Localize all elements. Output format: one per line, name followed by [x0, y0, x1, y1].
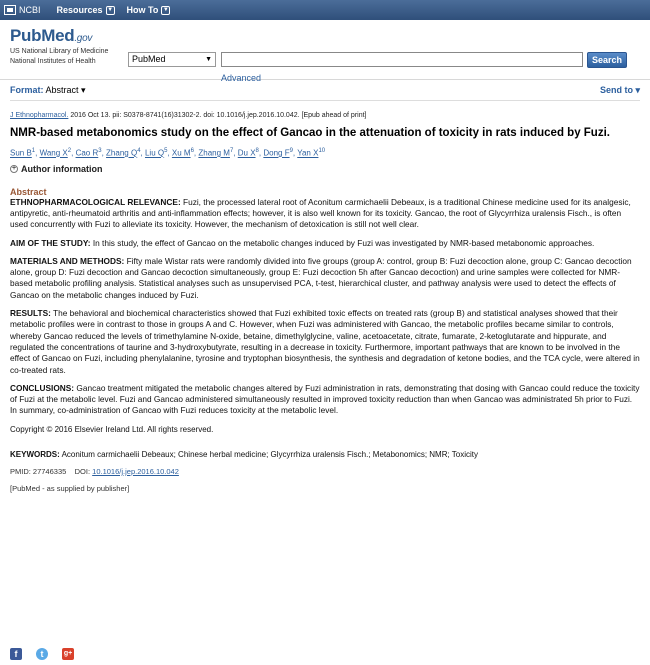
doi-link[interactable]: 10.1016/j.jep.2016.10.042 [92, 466, 179, 476]
author-affiliation-number[interactable]: 6 [190, 148, 194, 154]
author-affiliation-number[interactable]: 9 [289, 148, 293, 154]
author-link[interactable]: Yan X [297, 148, 319, 158]
section-text: Fuzi, the processed lateral root of Aconitum carmichaelii Debeaux, is a traditional Chinese medicine used for its analgesic, antipyretic, anti-rheumatoid arthritis and anti-inflammation effects; however, it is also well known for its toxicity. Gancao, the root of Glycyrrhiza uralensis Fisch., is often used concurrently with Fuzi to alleviate its toxicity. However, the mechanism of detoxication is still not well clear. [10, 196, 631, 230]
author-information-label: Author information [21, 163, 103, 174]
journal-link[interactable]: J Ethnopharmacol. [10, 112, 69, 119]
google-plus-icon[interactable]: g+ [62, 648, 74, 660]
section-text: Fifty male Wistar rats were randomly divided into five groups (group A: control, group B: Fuzi decoction alone, group C: Gancao decoction alone, group D: Fuzi decoction and Gancao decoction simultaneously, group E: Fuzi decoction 5h after Gancao decoction) and urine samples were collected for NMR-based metabolic profiling analysis. Statistical analyses such as unsupervised PCA, t-test, hierarchical cluster, and pathway analysis were used to detect the effects of Gancao on the metabolic changes induced by Fuzi. [10, 255, 632, 300]
author-affiliation-number[interactable]: 1 [31, 148, 36, 154]
format-value: Abstract [45, 85, 79, 95]
abstract-body [10, 197, 640, 417]
format-dropdown[interactable] [46, 85, 86, 95]
format-label: Format: [10, 85, 44, 95]
top-bar [0, 0, 650, 20]
twitter-icon[interactable]: t [36, 648, 48, 660]
ncbi-logo-icon [4, 5, 16, 15]
author-link[interactable]: Cao R [75, 148, 99, 158]
section-label: AIM OF THE STUDY: [10, 237, 91, 248]
ncbi-link[interactable] [4, 5, 41, 15]
database-select[interactable] [128, 52, 216, 67]
citation-details: 2016 Oct 13. pii: S0378-8741(16)31302-2. doi: 10.1016/j.jep.2016.10.042. [Epub ahead of print] [68, 112, 367, 119]
author-affiliation-number[interactable]: 7 [229, 148, 234, 154]
advanced-search-link[interactable]: Advanced [221, 73, 262, 83]
author-link[interactable]: Xu M [171, 148, 191, 158]
author-link[interactable]: Zhang Q [106, 148, 138, 158]
section-label: RESULTS: [10, 308, 51, 319]
article-content [10, 111, 640, 493]
howto-label: How To [126, 5, 159, 15]
section-text: The behavioral and biochemical characteristics showed that Fuzi exhibited toxic effects on treated rats (group B) and statistical analyses showed that their metabolic profiles were in contrast to those in groups A and C. However, when Fuzi was administered with Gancao, the metabolic profiles became similar to controls, whereby Gancao reduced the levels of trimethylamine N-oxide, betaine, dimethylglycine, valine, acetoacetate, citrate, fumarate, 2-ketoglutarate and hippurate, and regulated the concentrations of taurine and 3-hydroxybutyrate, resulting in a decrease in toxicity. Furthermore, important pathways that are known to be involved in the effect of Gancao on Fuzi, including phenylalanine, tyrosine and tryptophan biosynthesis, the synthesis and degradation of ketone bodies, and the TCA cycle, were altered in co-treated rats. [10, 308, 640, 375]
abstract-section [10, 256, 640, 301]
pubmed-logo[interactable] [10, 26, 108, 66]
expand-plus-icon: + [11, 164, 17, 172]
keywords-list: Aconitum carmichaelii Debeaux; Chinese herbal medicine; Glycyrrhiza uralensis Fisch.; Metabonomics; NMR; Toxicity [59, 449, 479, 459]
author-link[interactable]: Dong F [263, 148, 290, 158]
logo-med: Med [41, 26, 75, 45]
search-input[interactable] [221, 52, 583, 67]
author-link[interactable]: Zhang M [198, 148, 230, 158]
author-information-toggle[interactable] [10, 164, 640, 174]
pmid: PMID: 27746335 [10, 466, 67, 476]
author-affiliation-number[interactable]: 5 [164, 148, 168, 154]
logo-wordmark [10, 26, 108, 46]
search-header [0, 20, 650, 83]
logo-pub: Pub [10, 26, 42, 45]
resources-label: Resources [56, 5, 103, 15]
author-link[interactable]: Wang X [39, 148, 68, 158]
abstract-heading: Abstract [10, 186, 47, 197]
author-link[interactable]: Du X [237, 148, 256, 158]
publication-status: [PubMed - as supplied by publisher] [10, 483, 130, 493]
database-value: PubMed [132, 54, 166, 64]
identifiers [10, 467, 640, 476]
send-to-label: Send to [599, 85, 633, 95]
caret-down-icon: ▾ [81, 85, 86, 95]
ncbi-label: NCBI [19, 5, 41, 15]
author-list: Sun $B^1$, Wang $X^2$, Cao $R^3$, Zhang $Q^4$, Liu $Q^5$, Xu $M^6$, Zhang $M^7$, Du $X^8$, Dong $F^9$, Yan $X^{10}$ [10, 148, 326, 158]
author-affiliation-number[interactable]: 4 [137, 148, 141, 154]
logo-subtitle-2: National Institutes of Health [10, 58, 96, 65]
copyright: Copyright © 2016 Elsevier Ireland Ltd. All rights reserved. [10, 424, 214, 434]
search-button[interactable]: Search [587, 52, 627, 68]
keywords [10, 450, 640, 459]
logo-gov: .gov [74, 33, 93, 44]
chevron-down-icon: ▼ [107, 6, 114, 13]
chevron-down-icon: ▼ [162, 6, 169, 13]
abstract-section [10, 308, 640, 376]
abstract-section [10, 383, 640, 417]
abstract-section [10, 238, 640, 249]
share-buttons [10, 648, 74, 660]
send-to-dropdown[interactable] [600, 85, 640, 96]
author-affiliation-number[interactable]: 10 [318, 148, 326, 154]
resources-menu[interactable] [57, 5, 115, 15]
author-affiliation-number[interactable]: 8 [255, 148, 259, 154]
abstract-section [10, 197, 640, 231]
keywords-label: KEYWORDS: [10, 449, 60, 459]
divider [10, 100, 640, 101]
article-title: NMR-based metabonomics study on the effect of Gancao in the attenuation of toxicity in rats induced by Fuzi. [10, 127, 610, 139]
section-text: In this study, the effect of Gancao on the metabolic changes induced by Fuzi was investigated by NMR-based metabonomic approaches. [90, 237, 595, 248]
facebook-icon[interactable]: f [10, 648, 22, 660]
section-label: CONCLUSIONS: [10, 382, 75, 393]
author-affiliation-number[interactable]: 2 [67, 148, 72, 154]
author-link[interactable]: Sun B [10, 148, 32, 158]
dropdown-arrow-icon: ▼ [205, 56, 212, 63]
section-label: ETHNOPHARMACOLOGICAL RELEVANCE: [10, 196, 181, 207]
doi-label: DOI: [74, 466, 91, 476]
author-affiliation-number[interactable]: 3 [98, 148, 102, 154]
format-bar [10, 85, 640, 97]
section-text: Gancao treatment mitigated the metabolic changes altered by Fuzi administration in rats, demonstrating that dosing with Gancao could reduce the toxicity of Fuzi at the metabolic level. Fuzi and Gancao administered simultaneously resulted in improved toxicity reduction than when Gancao was administrated 5h prior to Fuzi. In summary, co-administration of Gancao with Fuzi reduces toxicity at the metabolic level. [10, 382, 640, 416]
caret-down-icon: ▾ [635, 85, 640, 95]
author-link[interactable]: Liu Q [144, 148, 165, 158]
logo-subtitle-1: US National Library of Medicine [10, 48, 109, 55]
howto-menu[interactable] [127, 5, 171, 15]
section-label: MATERIALS AND METHODS: [10, 255, 125, 266]
citation [10, 111, 640, 121]
